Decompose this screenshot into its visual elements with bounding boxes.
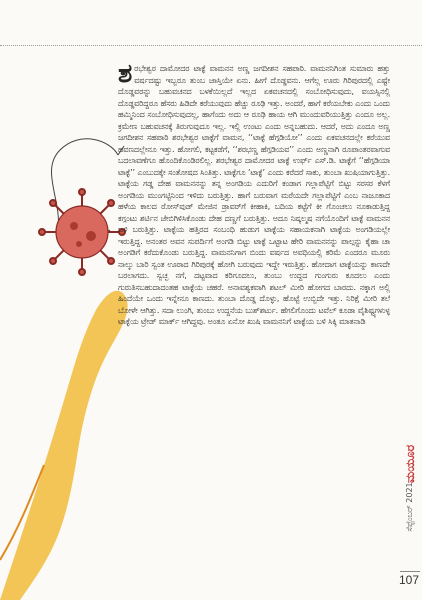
drop-cap: ಶ [118,63,133,89]
page-sidebar [396,0,422,600]
magazine-brand: ಮಯೂರ [403,444,417,484]
page-number: 107 [398,573,420,587]
article-text: ರಭೇಶ್ವರ ದಾಮೋದರ ಟಾಕ್ಳೆ ವಾಮನನ ಅಣ್ಣ ಜಗದೀಶನ ಸಹಪಾಠಿ. ವಾಮನನಿಗಿಂತ ಸುಮಾರು ಹತ್ತು ವರ್ಷದಷ್ಟು ಇಬ್ಬರೂ ತುಂಬ ಜಾಸ್ತಿಯೇ ಏನು. ಹೀಗೆ ದೊಡ್ಡವನು. ಆಗೆಲ್ಲ ಊರು ಗಿರಿಪುರದಲ್ಲಿ ಎಷ್ಟೇ ದೊಡ್ಡವರನ್ನು ಬಹುವಚನದ ಬಳಕೆಯಿಲ್ಲದೆ ಇಲ್ಲದ ಏಕವಚನದಲ್ಲಿ ಸಂಬೋಧಿಸುವುದು, ವಯಸ್ಸಿನಲ್ಲಿ ದೊಡ್ಡವರಿದ್ದರೂ ಹೆಸರು ಹಿಡಿದೇ ಕರೆಯುವುದು ಹೆಚ್ಚು ರೂಢಿ ಇತ್ತು. ಅಂದರೆ, ಹಾಗೆ ಕರೆಯಬೇಕು ಎಂದು ಒಂದು ಹಮ್ಮಿನಿಂದ ಸಂಬೋಧಿಸುವುದಲ್ಲ, ಹಾಗೆಂದು ಅದು ಆ ರೂಢಿ ಹಾಯ ಆಗಿ ಮುಂದುವರಿಯುತ್ತಿತ್ತು ಎಂದೂ ಅಲ್ಲ. ಕ್ರಮೇಣ ಬಹುವಚನಕ್ಕೆ ತಿರುಗುವುದೂ ಇಲ್ಲ. ಇಲ್ಲಿ ಉಂಟು ಎಂದು ಅನ್ನಬಹುದು. ಆದರೆ, ಅದು ಎಂದೂ ಅಣ್ಣ ಜಗದೀಶನ ಸಹಪಾಠಿ ಶರಭೇಶ್ವರ ಟಾಕ್ಳೆಗೆ ವಾಮನ, ‘‘ಟಾಕ್ಳೆ ಹೆಗ್ಗಡಿಯೋ’’ ಎಂದು ಏಕವಚನದಲ್ಲೇ ಕರೆಯುವ ಹವಣದಲ್ಲೇನೂ ಇತ್ತು. ಹೋಗಲಿ, ಕಟ್ಟಕಡೆಗೆ, ‘‘ಶರಭಣ್ಣ ಹೆಗ್ಗಡಿಯವ’’ ಎಂದು ಅಣ್ಣನಾಗಿ ರೂಪಾಂತರವಾಗುವ ಬದಲಾವಣೆಗೂ ಹೊಂದಿಕೊಂಡಿರಲಿಲ್ಲ. ಶರಭೇಶ್ವರ ದಾಮೋದರ ಟಾಕ್ಳೆ ಉರ್ಫ್ ಎಸ್.ಡಿ. ಟಾಕ್ಳೆಗೆ ‘‘ಹೆಗ್ಗಡಿಯಾ ಟಾಕ್ಳೆ’’ ಎಂಬುದಕ್ಕೇ ಸಂತೋಷದ ಸಿಂತಿತ್ತು. ಟಾಕ್ಳೆಗೂ ‘ಟಾಕ್ಳೆ’ ಎಂದು ಕರೆದರೆ ಸಾಕು, ತುಂಬಾ ಖುಷಿಯಾಗುತ್ತಿತ್ತು. ಟಾಕ್ಳೆಯ ಗಡ್ಡ ದೇಹ ವಾಮನನನ್ನು ತನ್ನ ಅಂಗಡಿಯ ಎದುರಿಗೆ ಕಂಡಾಗ ಗಲ್ಲಾಪೆಟ್ಟಿಗೆ ಬಿಟ್ಟು ಸರಸರ ಕೆಳಗೆ ಅಂಗಡಿಯ ಮುಂಗಟ್ಟಿನಿಂದ ಇಳಿದು ಬರುತ್ತಿತ್ತು. ಹಾಗೆ ಬರುವಾಗ ಮರೆಯದೇ ಗಲ್ಲಾಪೆಟ್ಟಿಗೆ ಎಂಬ ನಾಜೂಕಾದ ಹಳೆಯ ಕಾಲದ ರೋಸ್‌ವುಡ್ ಮೇಜಿನ ಡ್ರಾವರ್‌ಗೆ ಕೀಹಾಕಿ, ಬದಿಯ ಕಟ್ಟೆಗೆ ಕೀ ಗೊಂಚಲು ನೂಕಾಡುತ್ತಿದ್ದ ಕಗ್ಗಂಟು ಶರ್ಟಿನ ಜೇಬಿಗಿಳಿಸಿಕೊಂಡು ದೇಹ ದಣ್ಣಗೆ ಬರುತ್ತಿತ್ತು. ಅದೂ ನಿಷ್ಕಲ್ಮಷ ನಗೆಯೊಂದಿಗೆ ಟಾಕ್ಳೆ ವಾಮನನ ಬಳಿ ಬರುತ್ತಿತ್ತು. ಟಾಕ್ಳೆಯ ಹತ್ತಿರದ ಸಂಬಂಧಿ ಹುಡುಗ ಟಾಕ್ಳೆಯ ಸಹಾಯಕನಾಗಿ ಟಾಕ್ಳೆಯ ಅಂಗಡಿಯಲ್ಲೇ ಇರುತ್ತಿದ್ದ. ಅನಂತರ ಅವನ ಸುಪರ್ದಿಗೆ ಅಂಗಡಿ ಬಿಟ್ಟು ಟಾಕ್ಳೆ ಒಟ್ಟಾಟ ಹೇರಿ ವಾಮನನನ್ನು ಪಾಲ್ಗನ್ನು ಕೈಹಾ ಚಾ ಅಂಗಡಿಗೆ ಕರೆದುಕೊಂಡು ಬರುತ್ತಿದ್ದ. ವಾಮನನಿಗಾಗ ಬಿಂದು ವರ್ಷದ ಅವಧಿಯಲ್ಲಿ ಕರಿಮೆ ಎಂದರೂ ಮೂರು ನಾಲ್ಕು ಬಾರಿ ಸ್ವಂತ ಊರಾದ ಗಿರಿಪುರಕ್ಕೆ ಹೋಗಿ ಬರುವುದು ಇದ್ದೇ ಇರುತ್ತಿತ್ತು. ಹೋದಾಗ ಟಾಕ್ಳೆಯನ್ನು ಕಾಣದೇ ಬರಲಾಗದು. ಸ್ವಚ್ಛ ನಗೆ, ದಟ್ಟವಾದ ಕರಿಗೂದಲು, ತುಂಬು ಉದ್ದದ ಗುಂಗುರು ಕೂದಲು ಎಂದು ಗುರುತಿಸಬಹುದಾದಂತಹ ಟಾಕ್ಳೆಯ ಚಹರೆ. ಅನಾವಶ್ಯಕವಾಗಿ ಶಟಲ್ ಮೀರಿ ಹೋಗದ ಬಾರದು. ನಕ್ಕಾಗ ಅಲ್ಲಿ ಹಿಂದೆಯೇ ಒಂದು ಇನ್ನೇನೂ ಕಾಣದು. ತುಂಬಾ ದೊಡ್ಡ ದೊಳ್ಳು, ಹೊಟ್ಟೆ ಉಬ್ಬಿದೇ ಇತ್ತು. ನಿರಿಕ್ಷೆ ಮೀರಿ ತಲೆ ಬೋಳೇ ಆಗಿತ್ತು. ಸದಾ ಲುಂಗಿ, ತುಂಬು ಉದ್ದನೆಯ ಬುಶ್‌ಶರ್ಟು. ಹೆಗಲಿಗೊಂದು ಟವೆಲ್ ಕೂಡಾ ವೈಶಿಷ್ಟ್ಯಗಳುಳ್ಳ ಟಾಕ್ಳೆಯ ಟ್ರೇಡ್ ಮಾರ್ಕ್ ಆಗಿದ್ದವು. ಅಂತೂ ಏನೋ ಖುಷಿ ವಾಮನನಿಗೆ ಟಾಕ್ಳೆಯ ಬಳಿ ಸಿಕ್ಕಿ ಮಾತನಾಡಿ [118,64,390,326]
article-paragraph [118,63,390,328]
article-body [118,63,390,588]
header-dotted-rule [0,45,422,46]
issue-date: ಸೆಪ್ಟೆಂಬರ್ 2021 [405,482,414,532]
page-number-rule [400,571,420,572]
